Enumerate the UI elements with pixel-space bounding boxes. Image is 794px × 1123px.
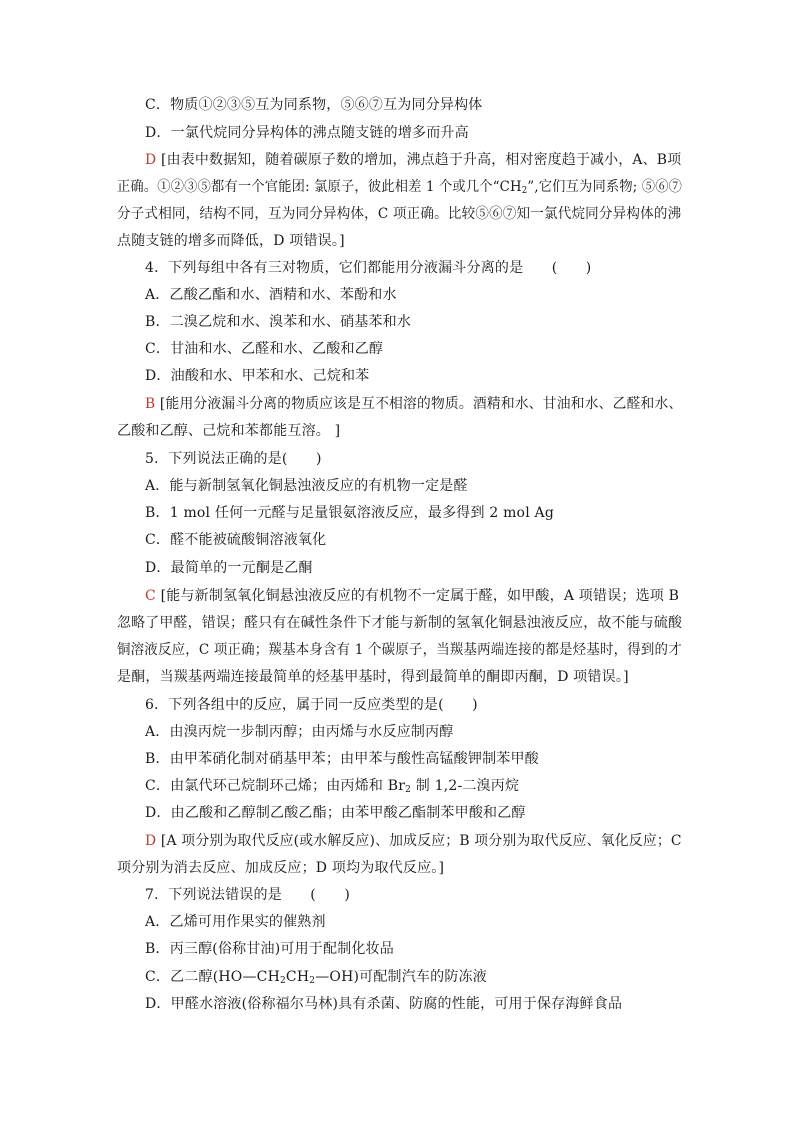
line-text: A．能与新制氢氧化铜悬浊液反应的有机物一定是醛 xyxy=(145,478,468,494)
explanation-line xyxy=(117,614,682,632)
line-text: B．丙三醇(俗称甘油)可用于配制化妆品 xyxy=(145,941,395,957)
line-text: [A 项分别为取代反应(或水解反应)、加成反应；B 项分别为取代反应、氧化反应；C xyxy=(156,833,682,849)
line-text: D．甲醛水溶液(俗称福尔马林)具有杀菌、防腐的性能，可用于保存海鲜食品 xyxy=(145,996,623,1012)
line-text: D．由乙酸和乙醇制乙酸乙酯；由苯甲酸乙酯制苯甲酸和乙醇 xyxy=(145,805,526,821)
option-line xyxy=(145,723,454,741)
option-line xyxy=(145,804,526,822)
answer-letter: D xyxy=(145,833,157,849)
option-line xyxy=(145,313,411,331)
question-line xyxy=(145,259,591,277)
option-line xyxy=(145,777,519,795)
line-text: B．1 mol 任何一元醛与足量银氨溶液反应，最多得到 2 mol Ag xyxy=(145,505,554,521)
option-line xyxy=(145,477,468,495)
option-line xyxy=(145,286,397,304)
line-text: C．物质①②③⑤互为同系物，⑤⑥⑦互为同分异构体 xyxy=(145,97,483,113)
explanation-line xyxy=(117,422,340,440)
line-text: 忽略了甲醛，错误；醛只有在碱性条件下才能与新制的氢氧化铜悬浊液反应，故不能与硫酸 xyxy=(117,615,683,631)
explanation-line xyxy=(117,178,682,196)
option-line xyxy=(145,940,394,958)
line-text: 铜溶液反应，C 项正确；羰基本身含有 1 个碳原子，当羰基两端连接的都是烃基时，得到的才 xyxy=(117,642,682,658)
line-text: 7．下列说法错误的是 ( ) xyxy=(145,887,351,903)
line-text: [由表中数据知，随着碳原子数的增加，沸点趋于升高，相对密度趋于减小，A、B项 xyxy=(156,152,682,168)
line-text: D．油酸和水、甲苯和水、己烷和苯 xyxy=(145,368,370,384)
question-line xyxy=(145,886,350,904)
line-text: [能与新制氢氧化铜悬浊液反应的有机物不一定属于醛，如甲酸，A 项错误；选项 B xyxy=(155,588,680,604)
line-text: A．乙酸乙酯和水、酒精和水、苯酚和水 xyxy=(145,287,397,303)
option-line xyxy=(145,750,539,768)
answer-letter: C xyxy=(145,588,156,604)
subscript: 2 xyxy=(309,976,316,986)
line-text: C．乙二醇(HO—CH xyxy=(145,969,280,985)
question-line xyxy=(145,696,478,714)
option-line xyxy=(145,995,622,1013)
line-text: D．一氯代烷同分异构体的沸点随支链的增多而升高 xyxy=(145,125,469,141)
line-text: 5．下列说法正确的是( ) xyxy=(145,451,322,467)
line-text: 点随支链的增多而降低，D 项错误。] xyxy=(117,233,345,249)
answer-line xyxy=(145,151,681,169)
line-text: A．乙烯可用作果实的催熟剂 xyxy=(145,914,326,930)
answer-line xyxy=(145,395,682,413)
line-text: 6．下列各组中的反应，属于同一反应类型的是( ) xyxy=(145,697,478,713)
option-line xyxy=(145,96,483,114)
question-line xyxy=(145,450,322,468)
line-text: B．二溴乙烷和水、溴苯和水、硝基苯和水 xyxy=(145,314,412,330)
subscript: 2 xyxy=(279,976,286,986)
option-line xyxy=(145,968,487,986)
line-text: B．由甲苯硝化制对硝基甲苯；由甲苯与酸性高锰酸钾制苯甲酸 xyxy=(145,751,539,767)
explanation-line xyxy=(117,205,681,223)
line-text: [能用分液漏斗分离的物质应该是互不相溶的物质。酒精和水、甘油和水、乙醛和水、 xyxy=(155,396,683,412)
line-text: 正确。①②③⑤都有一个官能团: 氯原子，彼此相差 1 个或几个“CH xyxy=(117,179,522,195)
subscript: 2 xyxy=(405,785,412,795)
line-text-tail: —OH)可配制汽车的防冻液 xyxy=(315,969,487,985)
line-text: 项分别为消去反应、加成反应；D 项均为取代反应。] xyxy=(117,860,445,876)
option-line xyxy=(145,559,313,577)
line-text: A．由溴丙烷一步制丙醇；由丙烯与水反应制丙醇 xyxy=(145,724,454,740)
option-line xyxy=(145,124,469,142)
line-text-tail: 制 1,2-二溴丙烷 xyxy=(411,778,520,794)
line-text-tail: ”,它们互为同系物; ⑤⑥⑦ xyxy=(527,179,683,195)
answer-letter: B xyxy=(145,396,156,412)
line-text: 4．下列每组中各有三对物质，它们都能用分液漏斗分离的是 ( ) xyxy=(145,260,592,276)
explanation-line xyxy=(117,641,682,659)
explanation-line xyxy=(117,859,444,877)
option-line xyxy=(145,504,554,522)
option-line xyxy=(145,340,383,358)
line-text: C．醛不能被硫酸铜溶液氧化 xyxy=(145,532,327,548)
option-line xyxy=(145,913,326,931)
explanation-line xyxy=(117,668,629,686)
answer-line xyxy=(145,587,679,605)
option-line xyxy=(145,367,369,385)
line-text: C．甘油和水、乙醛和水、乙酸和乙醇 xyxy=(145,341,384,357)
explanation-line xyxy=(117,232,345,250)
answer-letter: D xyxy=(145,152,157,168)
line-text: C．由氯代环己烷制环己烯；由丙烯和 Br xyxy=(145,778,406,794)
line-text: 乙酸和乙醇、己烷和苯都能互溶。 ] xyxy=(117,423,341,439)
line-text: 是酮，当羰基两端连接最简单的烃基甲基时，得到最简单的酮即丙酮，D 项错误。] xyxy=(117,669,629,685)
line-text: D．最简单的一元酮是乙酮 xyxy=(145,560,313,576)
line-text: 分子式相同，结构不同，互为同分异构体，C 项正确。比较⑤⑥⑦知一氯代烷同分异构体的沸 xyxy=(117,206,682,222)
option-line xyxy=(145,531,326,549)
subscript: 2 xyxy=(521,186,528,196)
line-text-tail: CH xyxy=(285,969,310,985)
answer-line xyxy=(145,832,682,850)
